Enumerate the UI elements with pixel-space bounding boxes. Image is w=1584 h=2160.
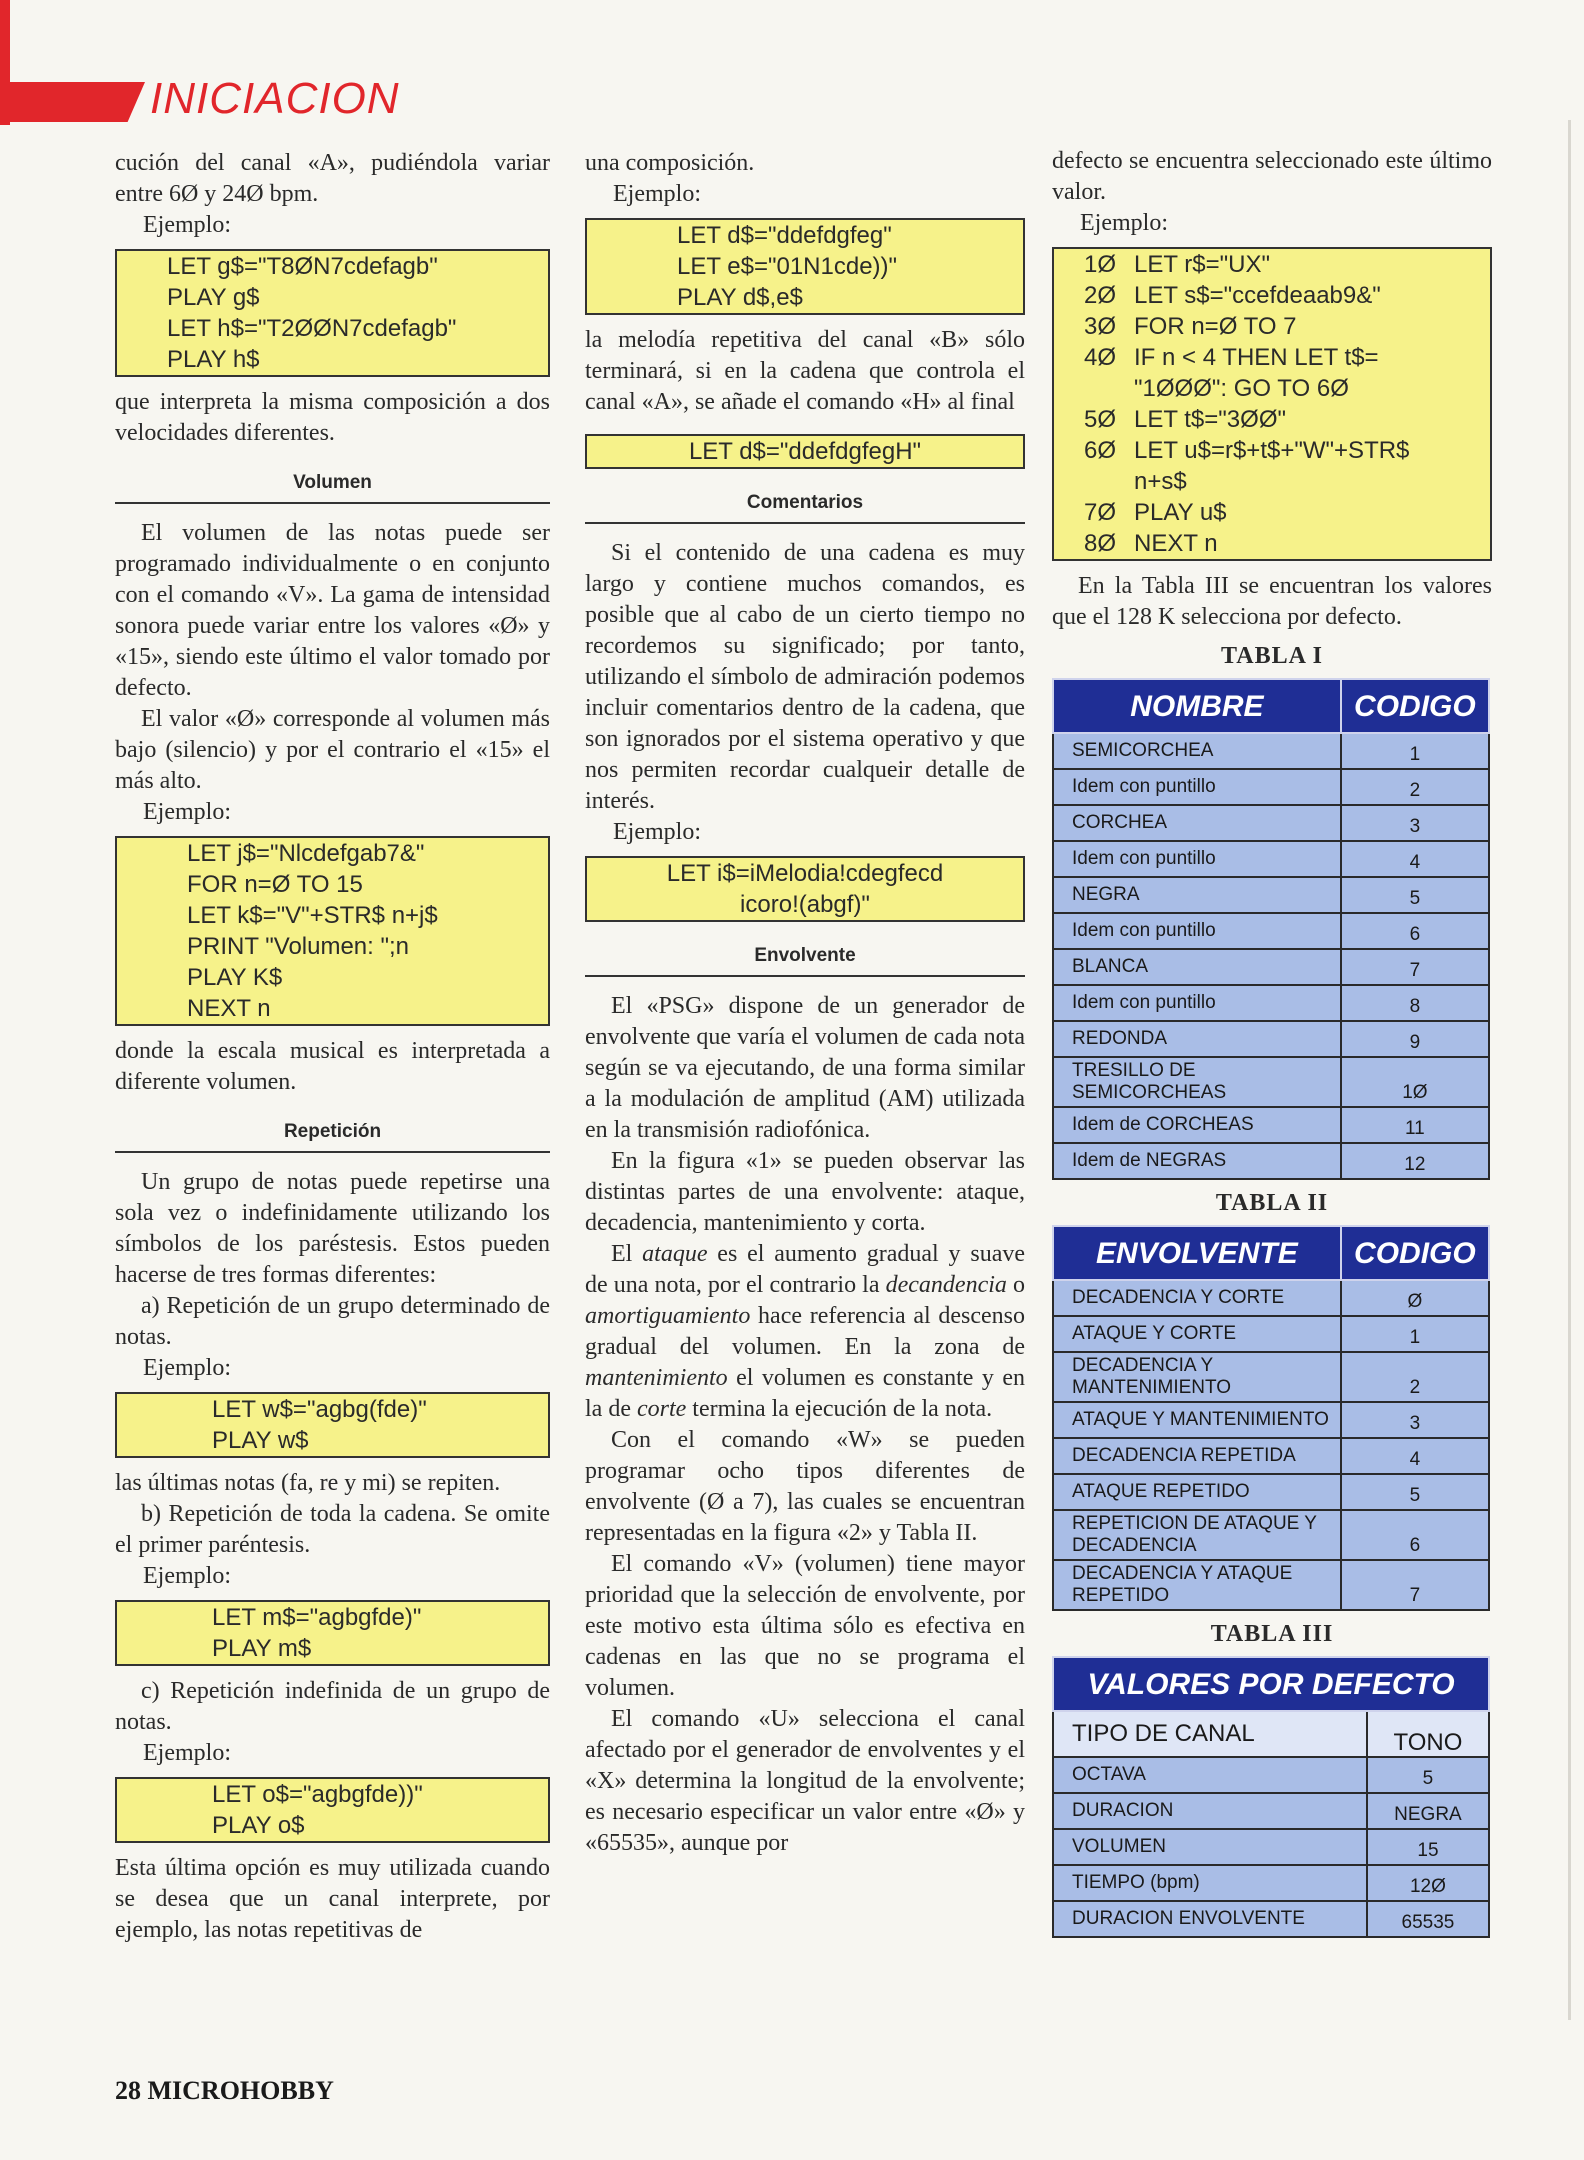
cell-value: 15 (1367, 1829, 1489, 1865)
cell-name: DECADENCIA Y MANTENIMIENTO (1053, 1352, 1341, 1402)
code-line (1084, 373, 1490, 404)
paragraph: que interpreta la misma composición a dos velocidades diferentes. (115, 389, 550, 446)
table-row (1053, 913, 1489, 949)
table-1 (1052, 678, 1490, 1180)
cell-name: SEMICORCHEA (1053, 733, 1341, 769)
table-row (1053, 1757, 1489, 1793)
cell-name: DECADENCIA REPETIDA (1053, 1438, 1341, 1474)
cell-value: 5 (1367, 1757, 1489, 1793)
cell-value: NEGRA (1367, 1793, 1489, 1829)
cell-code: 6 (1341, 913, 1489, 949)
cell-name: ATAQUE Y MANTENIMIENTO (1053, 1402, 1341, 1438)
cell-name: DURACION (1053, 1793, 1367, 1829)
column-header: CODIGO (1341, 1226, 1489, 1280)
table-title: VALORES POR DEFECTO (1053, 1657, 1489, 1711)
table-row (1053, 1316, 1489, 1352)
code-text: PLAY u$ (1134, 499, 1227, 526)
code-box (585, 856, 1025, 922)
code-line (1084, 528, 1490, 559)
table-caption: TABLA I (1221, 643, 1323, 669)
code-line: FOR n=Ø TO 15 (187, 871, 363, 898)
heading-volumen: Volumen (115, 467, 550, 504)
table-3 (1052, 1656, 1490, 1938)
code-box (115, 1777, 550, 1843)
italic-term: corte (636, 1396, 687, 1422)
column-subheader: TIPO DE CANAL (1053, 1711, 1367, 1757)
cell-name: OCTAVA (1053, 1757, 1367, 1793)
cell-code: 3 (1341, 805, 1489, 841)
text-run: El (611, 1241, 643, 1267)
code-box (115, 249, 550, 377)
heading-comentarios: Comentarios (585, 487, 1025, 524)
line-number: 2Ø (1084, 282, 1117, 309)
code-line: PLAY d$,e$ (677, 284, 803, 311)
cell-name: BLANCA (1053, 949, 1341, 985)
table-row (1053, 1057, 1489, 1107)
paragraph: El valor «Ø» corresponde al volumen más bajo (silencio) y por el contrario el «15» el más alto. (115, 706, 550, 794)
cell-code: 7 (1341, 1560, 1489, 1610)
paragraph: b) Repetición de toda la cadena. Se omite el primer paréntesis. (115, 1501, 550, 1558)
text-run: es el aumento gradual y suave de una nota, por el contrario la (585, 1241, 1026, 1298)
cell-name: VOLUMEN (1053, 1829, 1367, 1865)
section-header (0, 72, 420, 130)
cell-name: TIEMPO (bpm) (1053, 1865, 1367, 1901)
cell-code: 4 (1341, 841, 1489, 877)
code-line: PLAY m$ (212, 1635, 312, 1662)
page-crease (1568, 120, 1571, 2020)
code-line: LET e$="01N1cde))" (677, 253, 898, 280)
page-footer: 28 MICROHOBBY (115, 2076, 334, 2105)
code-line: LET d$="ddefdgfeg" (677, 222, 892, 249)
table-row (1053, 1107, 1489, 1143)
paragraph: El comando «U» selecciona el canal afectado por el generador de envolventes y el «X» determina la longitud de la envolvente; es necesario especificar un valor entre «Ø» y «65535», aunque por (585, 1706, 1025, 1856)
heading-envolvente: Envolvente (585, 940, 1025, 977)
paragraph: Un grupo de notas puede repetirse una sola vez o indefinidamente utilizando los símbolos de los paréstesis. Estos pueden hacerse de tres formas diferentes: (115, 1169, 550, 1288)
paragraph: En la figura «1» se pueden observar las distintas partes de una envolvente: ataque, decadencia, mantenimiento y corta. (585, 1148, 1025, 1236)
code-box (115, 1600, 550, 1666)
paragraph: El «PSG» dispone de un generador de envolvente que varía el volumen de cada nota según se va ejecutando, de una forma similar a la modulación de amplitud (AM) utilizada en la transmisión radiofónica. (585, 993, 1025, 1143)
cell-code: 6 (1341, 1510, 1489, 1560)
code-line (1084, 311, 1490, 342)
line-number: 5Ø (1084, 406, 1117, 433)
cell-code: Ø (1341, 1280, 1489, 1316)
code-text: n+s$ (1134, 468, 1187, 495)
cell-name: ATAQUE REPETIDO (1053, 1474, 1341, 1510)
code-line: LET g$="T8ØN7cdefagb" (167, 253, 438, 280)
code-text: "1ØØØ": GO TO 6Ø (1134, 375, 1349, 402)
cell-name: ATAQUE Y CORTE (1053, 1316, 1341, 1352)
table-row (1053, 841, 1489, 877)
table-row (1053, 1280, 1489, 1316)
table-row (1053, 1865, 1489, 1901)
line-number: 7Ø (1084, 499, 1117, 526)
paragraph: c) Repetición indefinida de un grupo de notas. (115, 1678, 550, 1735)
cell-name: Idem con puntillo (1053, 913, 1341, 949)
code-line (1084, 497, 1490, 528)
cell-name: DECADENCIA Y ATAQUE REPETIDO (1053, 1560, 1341, 1610)
code-box (115, 836, 550, 1026)
italic-term: ataque (642, 1241, 708, 1267)
cell-name: TRESILLO DE SEMICORCHEAS (1053, 1057, 1341, 1107)
table-row (1053, 1829, 1489, 1865)
text-run: termina la ejecución de la nota. (686, 1396, 993, 1422)
table-row (1053, 1901, 1489, 1937)
section-title: INICIACION (150, 74, 400, 123)
column-1 (115, 148, 550, 1946)
paragraph: El volumen de las notas puede ser programado individualmente o en conjunto con el comando «V». La gama de intensidad sonora puede variar entre los valores «Ø» y «15», siendo este último el valor tomado por defecto. (115, 520, 550, 701)
cell-value: 12Ø (1367, 1865, 1489, 1901)
code-line: PLAY g$ (167, 284, 260, 311)
paragraph: cución del canal «A», pudiéndola variar entre 6Ø y 24Ø bpm. (115, 150, 550, 207)
italic-term: mantenimiento (585, 1365, 728, 1391)
cell-name: REDONDA (1053, 1021, 1341, 1057)
line-number: 4Ø (1084, 344, 1117, 371)
table-row (1053, 769, 1489, 805)
paragraph: una composición. (585, 150, 755, 176)
cell-value: 65535 (1367, 1901, 1489, 1937)
table-row (1053, 1560, 1489, 1610)
code-box (585, 434, 1025, 469)
paragraph (585, 1239, 1025, 1425)
cell-code: 11 (1341, 1107, 1489, 1143)
table-row (1053, 1352, 1489, 1402)
code-line: PLAY K$ (187, 964, 283, 991)
line-number: 6Ø (1084, 437, 1117, 464)
cell-name: REPETICION DE ATAQUE Y DECADENCIA (1053, 1510, 1341, 1560)
table-row (1053, 805, 1489, 841)
line-number: 3Ø (1084, 313, 1117, 340)
cell-name: NEGRA (1053, 877, 1341, 913)
cell-code: 1Ø (1341, 1057, 1489, 1107)
example-label: Ejemplo: (143, 799, 231, 825)
text-run: o (1006, 1272, 1025, 1298)
code-line (1084, 249, 1490, 280)
paragraph: donde la escala musical es interpretada a diferente volumen. (115, 1038, 550, 1095)
paragraph: la melodía repetitiva del canal «B» sólo terminará, si en la cadena que controla el canal «A», se añade el comando «H» al final (585, 327, 1025, 415)
code-text: LET t$="3ØØ" (1134, 406, 1287, 433)
paragraph: Esta última opción es muy utilizada cuando se desea que un canal interprete, por ejemplo, las notas repetitivas de (115, 1855, 550, 1943)
table-row (1053, 733, 1489, 769)
heading-repeticion: Repetición (115, 1116, 550, 1153)
table-2 (1052, 1225, 1490, 1611)
table-row (1053, 877, 1489, 913)
code-box (1052, 247, 1492, 561)
code-text: LET r$="UX" (1134, 251, 1270, 278)
table-row (1053, 1438, 1489, 1474)
text-run: el volumen es constante y en la de (585, 1365, 1025, 1422)
column-header: CODIGO (1341, 679, 1489, 733)
cell-code: 2 (1341, 769, 1489, 805)
column-3 (1052, 146, 1492, 1938)
code-line (1084, 342, 1490, 373)
cell-name: DURACION ENVOLVENTE (1053, 1901, 1367, 1937)
cell-name: Idem de NEGRAS (1053, 1143, 1341, 1179)
code-line: PLAY w$ (212, 1427, 309, 1454)
table-row (1053, 1510, 1489, 1560)
italic-term: amortiguamiento (585, 1303, 751, 1329)
code-line: LET k$="V"+STR$ n+j$ (187, 902, 438, 929)
cell-code: 1 (1341, 733, 1489, 769)
code-line: LET o$="agbgfde))" (212, 1781, 423, 1808)
example-label: Ejemplo: (613, 819, 701, 845)
cell-name: DECADENCIA Y CORTE (1053, 1280, 1341, 1316)
code-line: PLAY h$ (167, 346, 260, 373)
code-text: NEXT n (1134, 530, 1218, 557)
cell-code: 12 (1341, 1143, 1489, 1179)
table-caption: TABLA III (1210, 1621, 1334, 1647)
table-row (1053, 1474, 1489, 1510)
code-line (1084, 404, 1490, 435)
code-line: LET w$="agbg(fde)" (212, 1396, 427, 1423)
code-line: LET j$="Nlcdefgab7&" (187, 840, 425, 867)
code-text: FOR n=Ø TO 7 (1134, 313, 1297, 340)
cell-name: Idem con puntillo (1053, 985, 1341, 1021)
column-header: NOMBRE (1053, 679, 1341, 733)
column-2 (585, 148, 1025, 1859)
text-run: hace referencia al descenso gradual del volumen. En la zona de (585, 1303, 1025, 1360)
table-caption: TABLA II (1215, 1190, 1329, 1216)
table-row (1053, 985, 1489, 1021)
table-row (1053, 1143, 1489, 1179)
code-line: PLAY o$ (212, 1812, 305, 1839)
paragraph: En la Tabla III se encuentran los valores que el 128 K selecciona por defecto. (1052, 573, 1492, 630)
code-line (1084, 280, 1490, 311)
code-line (1084, 435, 1490, 466)
cell-code: 5 (1341, 1474, 1489, 1510)
line-number: 1Ø (1084, 251, 1117, 278)
column-header: ENVOLVENTE (1053, 1226, 1341, 1280)
cell-code: 8 (1341, 985, 1489, 1021)
table-row (1053, 949, 1489, 985)
code-box (585, 218, 1025, 315)
code-line: NEXT n (187, 995, 271, 1022)
paragraph: Con el comando «W» se pueden programar ocho tipos diferentes de envolvente (Ø a 7), las cuales se encuentran representadas en la figura «2» y Tabla II. (585, 1427, 1025, 1546)
paragraph: a) Repetición de un grupo determinado de notas. (115, 1293, 550, 1350)
line-number: 8Ø (1084, 530, 1117, 557)
paragraph: Si el contenido de una cadena es muy largo y contiene muchos comandos, es posible que al cabo de un cierto tiempo no recordemos su significado; por tanto, utilizando el símbolo de admiración podemos incluir comentarios dentro de la cadena, que son ignorados por el sistema operativo y que nos permiten recordar cualqueir detalle de interés. (585, 540, 1025, 814)
example-label: Ejemplo: (143, 1740, 231, 1766)
example-label: Ejemplo: (613, 181, 701, 207)
example-label: Ejemplo: (143, 212, 231, 238)
cell-code: 4 (1341, 1438, 1489, 1474)
example-label: Ejemplo: (143, 1355, 231, 1381)
cell-name: Idem con puntillo (1053, 769, 1341, 805)
paragraph: El comando «V» (volumen) tiene mayor prioridad que la selección de envolvente, por este motivo esta última sólo es efectiva en cadenas en las que no se programa el volumen. (585, 1551, 1025, 1701)
code-text: IF n < 4 THEN LET t$= (1134, 344, 1379, 371)
cell-name: Idem de CORCHEAS (1053, 1107, 1341, 1143)
header-red-wedge (0, 82, 145, 122)
cell-name: CORCHEA (1053, 805, 1341, 841)
cell-code: 9 (1341, 1021, 1489, 1057)
paragraph: las últimas notas (fa, re y mi) se repiten. (115, 1470, 501, 1496)
table-row (1053, 1402, 1489, 1438)
italic-term: decandencia (885, 1272, 1007, 1298)
table-row (1053, 1793, 1489, 1829)
example-label: Ejemplo: (143, 1563, 231, 1589)
example-label: Ejemplo: (1080, 210, 1168, 236)
cell-code: 7 (1341, 949, 1489, 985)
code-line: LET i$=iMelodia!cdegfecd (666, 860, 944, 887)
code-line: icoro!(abgf)" (740, 891, 870, 918)
code-text: LET u$=r$+t$+"W"+STR$ (1134, 437, 1410, 464)
cell-code: 1 (1341, 1316, 1489, 1352)
table-row (1053, 1021, 1489, 1057)
code-text: LET s$="ccefdeaab9&" (1134, 282, 1381, 309)
cell-code: 3 (1341, 1402, 1489, 1438)
code-line (1084, 466, 1490, 497)
paragraph: defecto se encuentra seleccionado este último valor. (1052, 148, 1492, 205)
cell-code: 2 (1341, 1352, 1489, 1402)
code-line: LET h$="T2ØØN7cdefagb" (167, 315, 457, 342)
code-line: LET m$="agbgfde)" (212, 1604, 422, 1631)
code-line: PRINT "Volumen: ";n (187, 933, 410, 960)
code-line: LET d$="ddefdgfegH" (688, 438, 922, 465)
cell-code: 5 (1341, 877, 1489, 913)
code-box (115, 1392, 550, 1458)
column-subheader: TONO (1367, 1711, 1489, 1757)
cell-name: Idem con puntillo (1053, 841, 1341, 877)
